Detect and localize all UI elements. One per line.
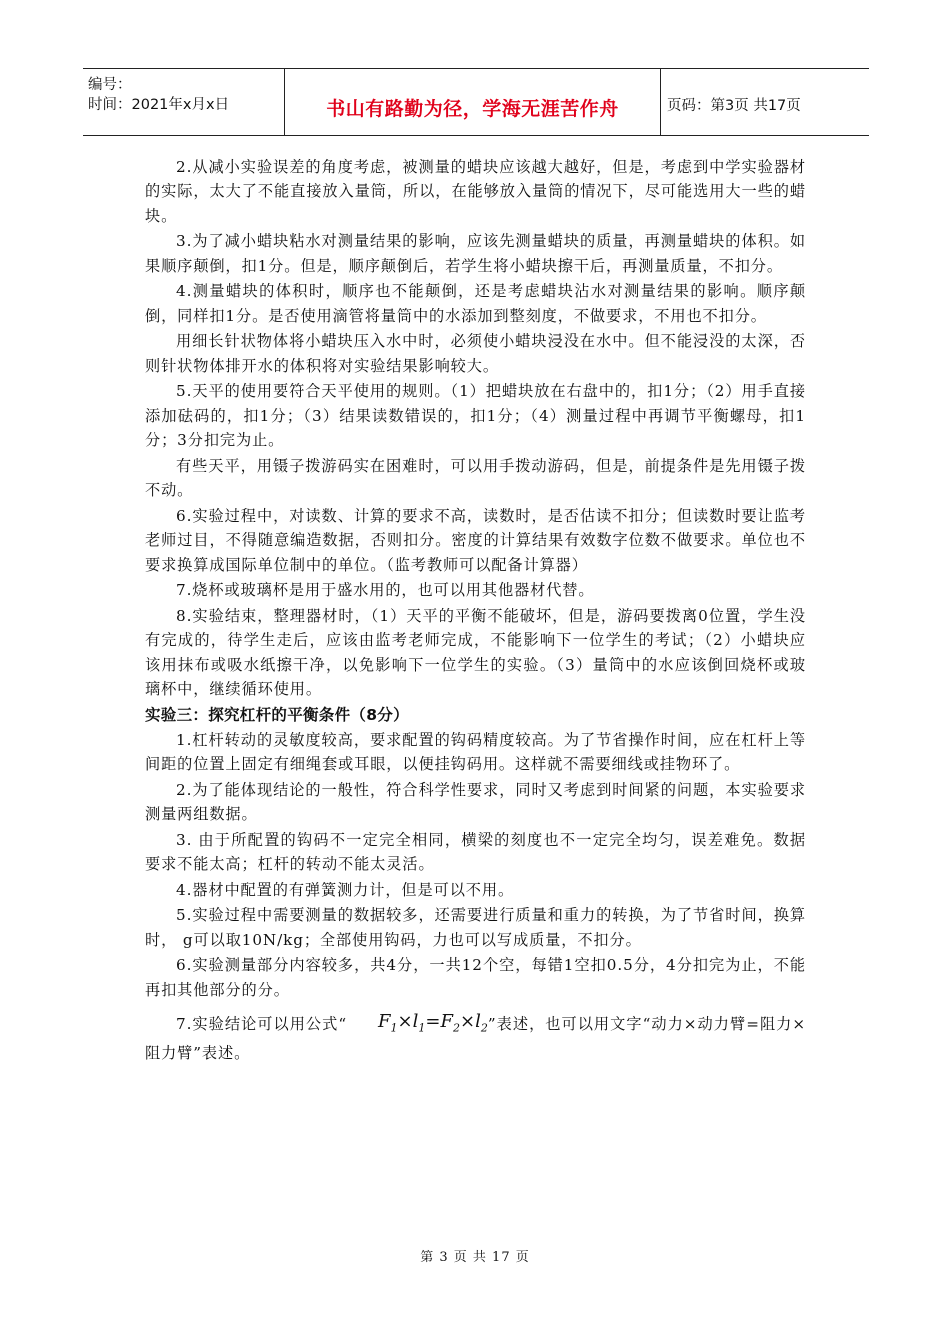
motto-text: 书山有路勤为径，学海无涯苦作舟 (326, 98, 619, 120)
number-label: 编号： (88, 77, 132, 93)
paragraph: 2.从减小实验误差的角度考虑，被测量的蜡块应该越大越好，但是，考虑到中学实验器材的实际，太大了不能直接放入量筒，所以，在能够放入量筒的情况下，尽可能选用大一些的蜡块。 (145, 158, 806, 225)
paragraph-formula (145, 1010, 806, 1065)
paragraph: 4.器材中配置的有弹簧测力计，但是可以不用。 (176, 880, 515, 899)
paragraph: 6.实验测量部分内容较多，共4分，一共12个空，每错1空扣0.5分，4分扣完为止，不能再扣其他部分的分。 (145, 956, 806, 999)
document-body (145, 155, 806, 1067)
paragraph: 4.测量蜡块的体积时，顺序也不能颠倒，还是考虑蜡块沾水对测量结果的影响。顺序颠倒，同样扣1分。是否使用滴管将量筒中的水添加到整刻度，不做要求，不用也不扣分。 (145, 282, 806, 325)
paragraph: 2.为了能体现结论的一般性，符合科学性要求，同时又考虑到时间紧的问题，本实验要求测量两组数据。 (145, 780, 806, 824)
paragraph: 有些天平，用镊子拨游码实在困难时，可以用手拨动游码，但是，前提条件是先用镊子拨不动。 (145, 456, 806, 500)
section-heading: 实验三：探究杠杆的平衡条件（8分） (145, 705, 409, 724)
paragraph-text: ”表述，也可以用文字“动力×动力臂=阻力×阻力臂”表述。 (145, 1015, 807, 1063)
paragraph: 8.实验结束，整理器材时，（1）天平的平衡不能破坏，但是，游码要拨离0位置，学生没有完成的，待学生走后，应该由监考老师完成，不能影响下一位学生的考试；（2）小蜡块应该用抹布或吸水纸擦干净，以免影响下一位学生的实验。（3）量筒中的水应该倒回烧杯或玻璃杯中，继续循环使用。 (145, 606, 806, 699)
page-footer: 第 3 页 共 17 页 (420, 1250, 530, 1265)
paragraph: 6.实验过程中，对读数、计算的要求不高，读数时，是否估读不扣分；但读数时要让监考老师过目，不得随意编造数据，否则扣分。密度的计算结果有效数字位数不做要求。单位也不要求换算成国际单位制中的单位。（监考教师可以配备计算器） (145, 506, 806, 574)
date-label: 时间：2021年x月x日 (88, 97, 230, 113)
paragraph: 3.为了减小蜡块粘水对测量结果的影响，应该先测量蜡块的质量，再测量蜡块的体积。如果顺序颠倒，扣1分。但是，顺序颠倒后，若学生将小蜡块擦干后，再测量质量，不扣分。 (145, 232, 806, 275)
header-motto-cell (285, 69, 661, 135)
page-header (83, 68, 869, 136)
lever-formula: $F_1\times l_1=F_2\times l_2$ (378, 1011, 488, 1035)
header-page-cell (661, 69, 869, 135)
paragraph-text: 7.实验结论可以用公式“ (176, 1015, 348, 1034)
paragraph: 7.烧杯或玻璃杯是用于盛水用的，也可以用其他器材代替。 (176, 581, 595, 600)
paragraph: 3. 由于所配置的钩码不一定完全相同，横梁的刻度也不一定完全均匀，误差难免。数据要求不能太高；杠杆的转动不能太灵活。 (145, 830, 806, 874)
paragraph: 5.实验过程中需要测量的数据较多，还需要进行质量和重力的转换，为了节省时间，换算时， g可以取10N/kg；全部使用钩码，力也可以写成质量，不扣分。 (145, 906, 806, 949)
paragraph: 5.天平的使用要符合天平使用的规则。（1）把蜡块放在右盘中的，扣1分；（2）用手直接添加砝码的，扣1分；（3）结果读数错误的，扣1分；（4）测量过程中再调节平衡螺母，扣1分；3分扣完为止。 (145, 382, 806, 450)
paragraph: 用细长针状物体将小蜡块压入水中时，必须使小蜡块浸没在水中。但不能浸没的太深，否则针状物体排开水的体积将对实验结果影响较大。 (145, 332, 806, 375)
page-info: 页码：第3页 共17页 (667, 98, 801, 114)
paragraph: 1.杠杆转动的灵敏度较高，要求配置的钩码精度较高。为了节省操作时间，应在杠杆上等间距的位置上固定有细绳套或耳眼，以便挂钩码用。这样就不需要细线或挂物环了。 (145, 730, 806, 774)
header-meta-cell (83, 69, 285, 135)
